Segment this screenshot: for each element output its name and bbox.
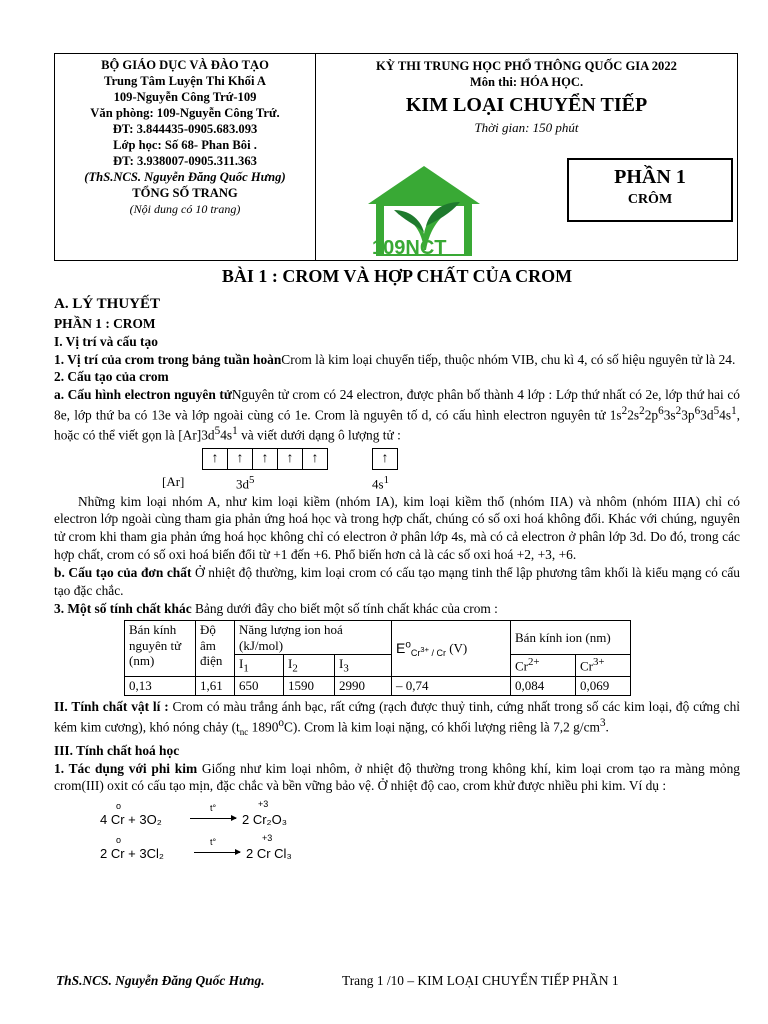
org-line: Lớp học: Số 68- Phan Bôi .	[113, 137, 257, 152]
reaction-2-products: 2 Cr Cl₃	[246, 846, 292, 862]
paragraph-structure: b. Cấu tạo của đơn chất Ở nhiệt độ thường, kim loại crom có cấu tạo mạng tinh thể lập phương tâm khối là kiểu mạng có cấu tạo đặc chắc.	[54, 564, 740, 598]
orbital-label-3d: $3d^5$	[236, 473, 255, 491]
part-box	[567, 158, 733, 222]
orbital-diagram	[54, 445, 740, 493]
reaction-arrow-icon	[194, 852, 240, 853]
th-e0: $E^o_{Cr^{3+} / Cr}$ (V)	[392, 621, 511, 677]
table-cell: – 0,74	[392, 677, 511, 695]
orbital-label-ar: [Ar]	[162, 473, 185, 489]
section-2-heading: 2. Cấu tạo của crom	[54, 369, 169, 385]
part-subtitle: CRÔM	[627, 191, 673, 207]
exam-subject: Môn thi: HÓA HỌC.	[469, 74, 584, 89]
org-line: ĐT: 3.844435-0905.683.093	[112, 121, 258, 136]
reaction-arrow-icon	[190, 818, 236, 819]
properties-table	[124, 620, 631, 695]
th-i3: $I_3$	[335, 655, 392, 677]
th-ionization: Năng lượng ion hoá (kJ/mol)	[235, 621, 392, 655]
exam-title: KỲ THI TRUNG HỌC PHỔ THÔNG QUỐC GIA 2022	[376, 59, 677, 73]
electron-up-icon: ↑	[381, 450, 389, 466]
table-cell: 2990	[335, 677, 392, 695]
reaction-1: o 4 Cr + 3O₂ t° +3 2 Cr₂O₃	[100, 799, 288, 828]
table-row	[125, 677, 631, 695]
org-line: Trung Tâm Luyện Thi Khối A	[103, 73, 267, 88]
part-heading: PHẦN 1 : CROM	[54, 315, 156, 331]
exam-block	[316, 54, 737, 260]
document-body	[54, 263, 740, 875]
th-cr2: $Cr^{2+}$	[511, 655, 576, 677]
org-line: ĐT: 3.938007-0905.311.363	[113, 153, 257, 168]
th-electronegativity: Độ âm điện	[196, 621, 235, 677]
reaction-1-products: 2 Cr₂O₃	[242, 812, 288, 828]
part-label: PHẦN 1	[614, 166, 686, 188]
table-cell: 1590	[284, 677, 335, 695]
paragraph-oxidation-states: Những kim loại nhóm A, như kim loại kiềm (nhóm IA), kim loại kiềm thổ (nhóm IIA) và nhôm (nhóm IIIA) chỉ có electron lớp ngoài cùng tham gia phản ứng hoá học và trong hợp chất, chúng có số oxi hoá không đổi. Khác với chúng, nguyên tử crom khi tham gia phản ứng hoá học không chỉ có electron ở phân lớp 4s, mà có cả electron ở phân lớp 3d. Do đó, trong các hợp chất, crom có số oxi hoá biến đổi từ +1 đến +6. Phổ biến hơn cả là các số oxi hoá +2, +3, +6.	[54, 493, 740, 563]
paragraph-physical: II. Tính chất vật lí : Crom có màu trắng ánh bạc, rất cứng (rạch được thuỷ tinh, cứng nhất trong số các kim loại, độ cứng chỉ kém kim cương), khó nóng chảy ($t_{nc}$ 1890$^o$C). Crom là kim loại nặng, có khối lượng riêng là 7,2 $g/cm^3$.	[54, 698, 740, 737]
orbital-4s-box	[372, 448, 398, 470]
footer-author: ThS.NCS. Nguyễn Đăng Quốc Hưng.	[56, 973, 265, 988]
th-radius: Bán kính nguyên tử (nm)	[125, 621, 196, 677]
electron-up-icon: ↑	[311, 450, 319, 466]
reaction-1-reactants: 4 Cr + 3O₂	[100, 812, 162, 828]
table-cell: 1,61	[196, 677, 235, 695]
org-line: 109-Nguyễn Công Trứ-109	[113, 89, 257, 104]
th-i1: $I_1$	[235, 655, 284, 677]
org-line: Văn phòng: 109-Nguyễn Công Trứ.	[90, 105, 280, 120]
table-cell: 0,084	[511, 677, 576, 695]
section-1-heading: I. Vị trí và cấu tạo	[54, 333, 158, 349]
organization-block	[55, 54, 316, 260]
pages-note: (Nội dung có 10 trang)	[129, 201, 241, 216]
electron-up-icon: ↑	[253, 449, 278, 469]
logo-house-leaf-icon	[364, 162, 484, 260]
reaction-2-reactants: 2 Cr + 3Cl₂	[100, 846, 164, 862]
table-cell: 0,13	[125, 677, 196, 695]
electron-up-icon: ↑	[278, 449, 303, 469]
table-cell: 0,069	[576, 677, 631, 695]
footer-page: Trang 1 /10 – KIM LOẠI CHUYỂN TIẾP PHẦN 1	[342, 973, 619, 988]
table-cell: 650	[235, 677, 284, 695]
lesson-title: BÀI 1 : CROM VÀ HỢP CHẤT CỦA CROM	[221, 266, 573, 286]
exam-time: Thời gian: 150 phút	[474, 120, 579, 136]
th-ion-radius: Bán kính ion (nm)	[511, 621, 631, 655]
paragraph-electron-config: a. Cấu hình electron nguyên tửNguyên tử crom có 24 electron, được phân bố thành 4 lớp : Lớp thứ nhất có 2e, lớp thứ hai có 8e, lớp thứ ba có 13e và lớp ngoài cùng có 1e. Crom là nguyên tố d, có cấu hình electron nguyên tử $1s^22s^22p^63s^23p^63d^54s^1$, hoặc có thể viết gọn là $[Ar]3d^54s^1$ và viết dưới dạng ô lượng tử :	[54, 387, 740, 443]
pages-title: TỔNG SỐ TRANG	[132, 185, 238, 200]
topic-title: KIM LOẠI CHUYỂN TIẾP	[405, 94, 648, 117]
th-cr3: $Cr^{3+}$	[576, 655, 631, 677]
th-i2: $I_2$	[284, 655, 335, 677]
paragraph-position: 1. Vị trí của crom trong bảng tuần hoànCrom là kim loại chuyển tiếp, thuộc nhóm VIB, chu kì 4, có số hiệu nguyên tử là 24.	[54, 351, 736, 367]
orbital-label-4s: $4s^1$	[372, 473, 389, 491]
logo-text: 109NCT	[372, 237, 447, 259]
author-name: (ThS.NCS. Nguyễn Đăng Quốc Hưng)	[84, 169, 286, 184]
electron-up-icon: ↑	[228, 449, 253, 469]
org-line: BỘ GIÁO DỤC VÀ ĐÀO TẠO	[101, 58, 269, 72]
paragraph-properties: 3. Một số tính chất khác Bảng dưới đây cho biết một số tính chất khác của crom :	[54, 600, 498, 616]
section-a-heading: A. LÝ THUYẾT	[54, 295, 160, 312]
orbital-3d-boxes	[202, 448, 328, 470]
section-3-heading: III. Tính chất hoá học	[54, 742, 180, 758]
electron-up-icon: ↑	[203, 449, 228, 469]
reaction-2: o 2 Cr + 3Cl₂ t° +3 2 Cr Cl₃	[100, 833, 292, 862]
document-header	[54, 53, 738, 261]
paragraph-nonmetal: 1. Tác dụng với phi kim Giống như kim loại nhôm, ở nhiệt độ thường trong không khí, kim loại crom tạo ra màng mỏng crom(III) oxit có cấu tạo mịn, đặc chắc và bền vững bảo vệ. Ở nhiệt độ cao, crom khử được nhiều phi kim. Ví dụ :	[54, 760, 740, 794]
